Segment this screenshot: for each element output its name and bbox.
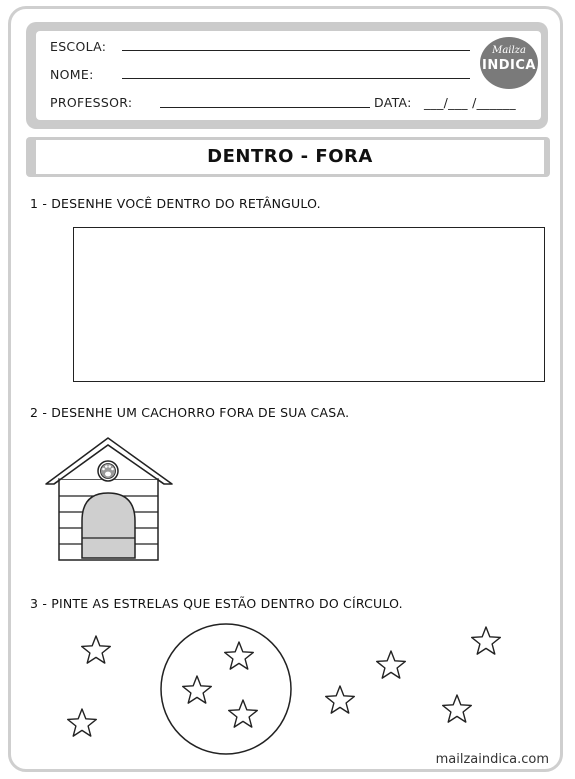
star-icon[interactable] [443, 695, 472, 722]
brand-logo [480, 37, 538, 89]
star-icon[interactable] [326, 686, 355, 713]
doghouse-icon [44, 437, 174, 562]
drawing-rectangle[interactable] [73, 227, 545, 382]
school-label: ESCOLA: [50, 39, 107, 54]
question-3: 3 - PINTE AS ESTRELAS QUE ESTÃO DENTRO DO CÍRCULO. [30, 596, 403, 611]
star-icon[interactable] [68, 709, 97, 736]
school-field[interactable] [122, 50, 470, 51]
star-icon[interactable] [377, 651, 406, 678]
date-field[interactable]: ___/___ /______ [424, 95, 516, 110]
logo-script-text: Mailza [492, 45, 526, 56]
question-2: 2 - DESENHE UM CACHORRO FORA DE SUA CASA. [30, 405, 350, 420]
star-icon[interactable] [82, 636, 111, 663]
page-title: DENTRO - FORA [207, 146, 373, 167]
circle-shape [161, 624, 291, 754]
date-label: DATA: [374, 95, 412, 110]
footer-site: mailzaindica.com [435, 752, 549, 767]
question-1: 1 - DESENHE VOCÊ DENTRO DO RETÂNGULO. [30, 196, 321, 211]
stars-scene [0, 610, 575, 760]
teacher-label: PROFESSOR: [50, 95, 133, 110]
star-icon[interactable] [472, 627, 501, 654]
paw-icon [98, 461, 118, 481]
teacher-field[interactable] [160, 107, 370, 108]
name-field[interactable] [122, 78, 470, 79]
logo-main-text: INDICA [482, 58, 536, 73]
name-label: NOME: [50, 67, 94, 82]
